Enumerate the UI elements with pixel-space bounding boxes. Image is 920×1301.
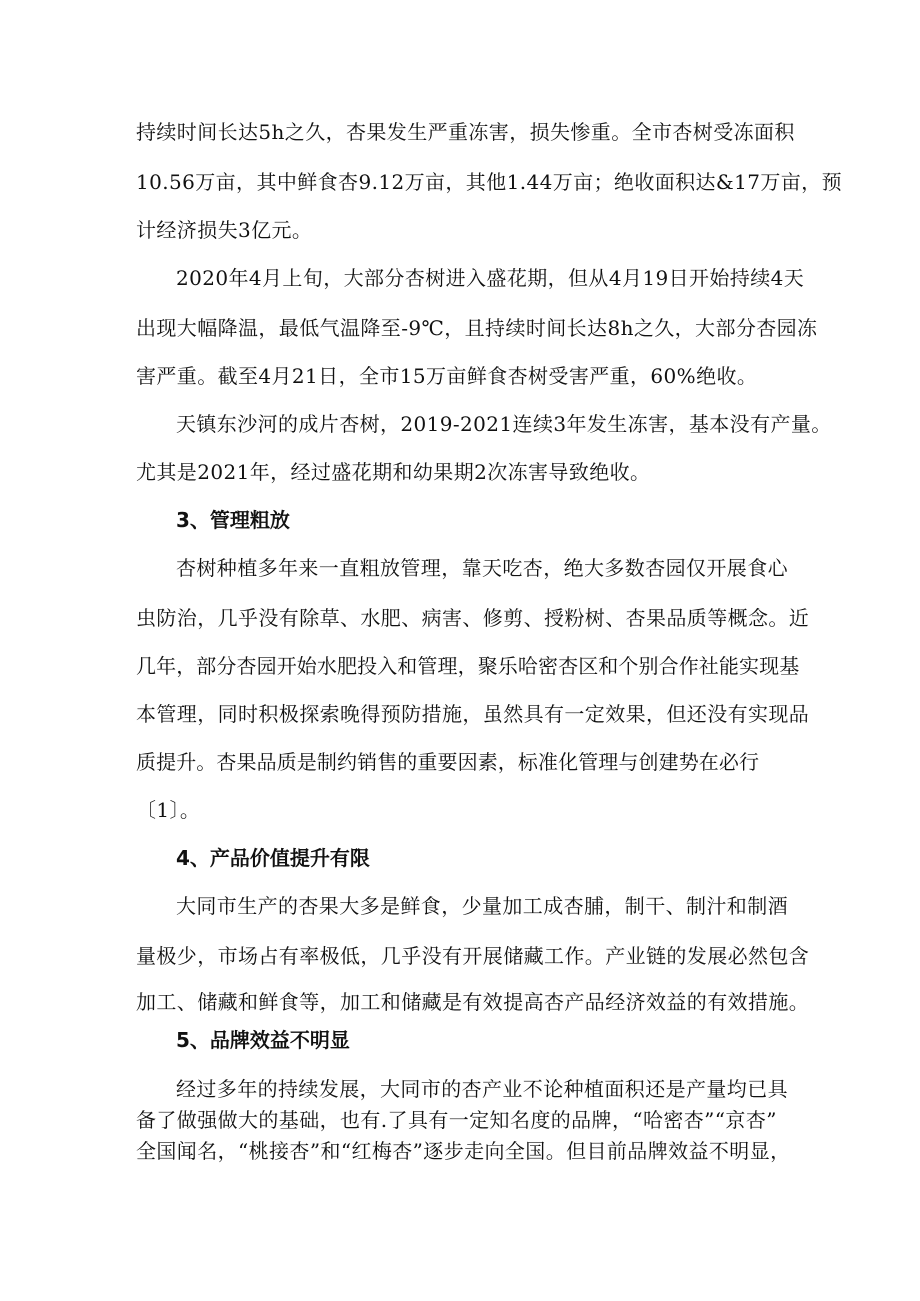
paragraph-line: 全国闻名，“桃接杏”和“红梅杏”逐步走向全国。但目前品牌效益不明显， [136, 1139, 791, 1163]
section-heading: 3、管理粗放 [176, 508, 290, 532]
paragraph-line: 2020年4月上旬，大部分杏树进入盛花期，但从4月19日开始持续4天 [176, 266, 805, 290]
paragraph-line: 质提升。杏果品质是制约销售的重要因素，标准化管理与创建势在必行 [136, 750, 760, 774]
paragraph-line: 几年，部分杏园开始水肥投入和管理，聚乐哈密杏区和个别合作社能实现基 [136, 654, 800, 678]
paragraph-line: 〔1〕。 [136, 798, 201, 822]
paragraph-line: 虫防治，几乎没有除草、水肥、病害、修剪、授粉树、杏果品质等概念。近 [136, 606, 810, 630]
paragraph-line: 10.56万亩，其中鲜食杏9.12万亩，其他1.44万亩；绝收面积达&17万亩，预 [136, 170, 842, 194]
paragraph-line: 备了做强做大的基础，也有.了具有一定知名度的品牌，“哈密杏”“京杏” [136, 1108, 777, 1132]
section-heading: 4、产品价值提升有限 [176, 846, 370, 870]
paragraph-line: 计经济损失3亿元。 [136, 218, 313, 242]
paragraph-line: 害严重。截至4月21日，全市15万亩鲜食杏树受害严重，60%绝收。 [136, 364, 758, 388]
section-heading: 5、品牌效益不明显 [176, 1028, 350, 1052]
paragraph-line: 加工、储藏和鲜食等，加工和储藏是有效提高杏产品经济效益的有效措施。 [136, 990, 810, 1014]
paragraph-line: 出现大幅降温，最低气温降至-9℃，且持续时间长达8h之久，大部分杏园冻 [136, 316, 818, 340]
paragraph-line: 杏树种植多年来一直粗放管理，靠天吃杏，绝大多数杏园仅开展食心 [176, 556, 788, 580]
paragraph-line: 天镇东沙河的成片杏树，2019-2021连续3年发生冻害，基本没有产量。 [176, 412, 832, 436]
paragraph-line: 大同市生产的杏果大多是鲜食，少量加工成杏脯，制干、制汁和制酒 [176, 894, 788, 918]
paragraph-line: 尤其是2021年，经过盛花期和幼果期2次冻害导致绝收。 [136, 460, 651, 484]
paragraph-line: 本管理，同时积极探索晚得预防措施，虽然具有一定效果，但还没有实现品 [136, 702, 810, 726]
paragraph-line: 量极少，市场占有率极低，几乎没有开展储藏工作。产业链的发展必然包含 [136, 944, 810, 968]
paragraph-line: 经过多年的持续发展，大同市的杏产业不论种植面积还是产量均已具 [176, 1077, 788, 1101]
paragraph-line: 持续时间长达5h之久，杏果发生严重冻害，损失惨重。全市杏树受冻面积 [136, 120, 795, 144]
